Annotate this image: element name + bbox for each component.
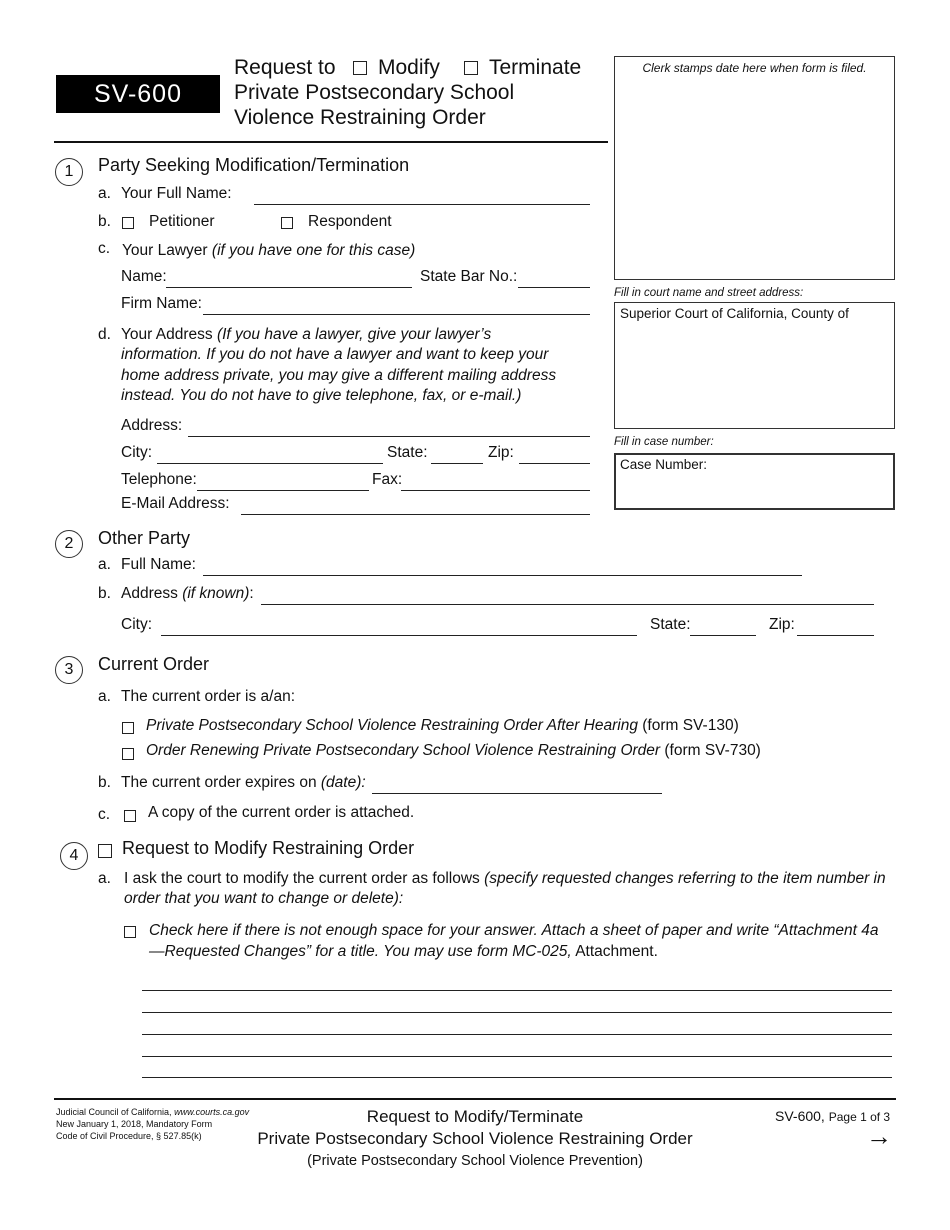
other-state-label: State:: [650, 616, 691, 633]
footer-rule: [54, 1098, 896, 1100]
address-note-3: home address private, you may give a different mailing address: [121, 367, 557, 384]
s1-a-letter: a.: [98, 185, 111, 202]
terminate-checkbox[interactable]: [464, 61, 478, 75]
s2-a-letter: a.: [98, 556, 111, 573]
court-label: Fill in court name and street address:: [614, 287, 804, 299]
order-after-hearing-form: (form SV-130): [642, 717, 739, 734]
state-field[interactable]: [431, 463, 483, 464]
other-zip-label: Zip:: [769, 616, 795, 633]
lawyer-label-text: Your Lawyer: [122, 242, 208, 259]
modify-instructions-note2: order that you want to change or delete):: [124, 890, 404, 907]
order-renewing-checkbox[interactable]: [122, 748, 134, 760]
order-renewing-text: Order Renewing Private Postsecondary School Violence Restraining Order: [146, 742, 661, 759]
fax-label: Fax:: [372, 471, 403, 488]
court-value: Superior Court of California, County of: [620, 306, 849, 321]
zip-label: Zip:: [488, 444, 514, 461]
other-address-label: [121, 585, 254, 603]
s1-d-letter: d.: [98, 326, 111, 343]
other-address-label-text: Address: [121, 585, 178, 602]
other-city-field[interactable]: [161, 635, 637, 636]
address-note-2: information. If you do not have a lawyer and want to keep your: [121, 346, 549, 363]
telephone-label: Telephone:: [121, 471, 197, 488]
order-after-hearing-label: [146, 717, 739, 735]
other-full-name-field[interactable]: [203, 575, 802, 576]
order-renewing-label: [146, 742, 761, 760]
s1-b-letter: b.: [98, 213, 111, 230]
answer-line-5[interactable]: [142, 1077, 892, 1078]
header-rule: [54, 141, 608, 143]
s4-a-letter: a.: [98, 870, 111, 887]
request-modify-checkbox[interactable]: [98, 844, 112, 858]
modify-instructions-1: [124, 870, 886, 888]
footer-title-2: Private Postsecondary School Violence Restraining Order: [257, 1129, 693, 1148]
petitioner-label: Petitioner: [149, 213, 215, 230]
title-line2: Private Postsecondary School: [234, 81, 515, 104]
expires-label-text: The current order expires on: [121, 774, 317, 791]
address-note-1: (If you have a lawyer, give your lawyer’s: [216, 326, 492, 343]
address-label-text: Your Address: [121, 326, 213, 343]
more-space-note2-text: —Requested Changes” for a title. You may use form MC-025,: [149, 943, 572, 960]
section2-number: 2: [55, 530, 83, 558]
fax-field[interactable]: [401, 490, 590, 491]
full-name-field[interactable]: [254, 204, 590, 205]
zip-field[interactable]: [519, 463, 590, 464]
other-address-field[interactable]: [261, 604, 874, 605]
firm-name-field[interactable]: [203, 314, 590, 315]
order-after-hearing-text: Private Postsecondary School Violence Restraining Order After Hearing: [146, 717, 638, 734]
terminate-label: Terminate: [489, 56, 582, 79]
footer-title-block: [210, 1106, 740, 1172]
section3-title: Current Order: [98, 654, 210, 674]
case-value: Case Number:: [620, 457, 708, 472]
footer-code: Code of Civil Procedure, § 527.85(k): [56, 1131, 202, 1141]
answer-line-2[interactable]: [142, 1012, 892, 1013]
modify-checkbox[interactable]: [353, 61, 367, 75]
footer-title-3: (Private Postsecondary School Violence Prevention): [307, 1153, 643, 1169]
case-label: Fill in case number:: [614, 436, 714, 448]
respondent-label: Respondent: [308, 213, 392, 230]
footer-website: www.courts.ca.gov: [174, 1107, 250, 1117]
other-address-colon: :: [249, 585, 254, 602]
full-name-label: Your Full Name:: [121, 185, 232, 202]
next-page-arrow-icon[interactable]: →: [866, 1121, 892, 1151]
state-bar-label: State Bar No.:: [420, 268, 518, 285]
answer-line-4[interactable]: [142, 1056, 892, 1057]
s3-b-letter: b.: [98, 774, 111, 791]
city-label: City:: [121, 444, 152, 461]
footer-date: New January 1, 2018, Mandatory Form: [56, 1119, 213, 1129]
expires-note: (date):: [320, 774, 366, 791]
clerk-stamp-label: Clerk stamps date here when form is filed.: [642, 61, 867, 75]
address-note-4: instead. You do not have to give telephone, fax, or e-mail.): [121, 387, 522, 404]
modify-label: Modify: [378, 56, 440, 79]
s2-b-letter: b.: [98, 585, 111, 602]
answer-line-3[interactable]: [142, 1034, 892, 1035]
answer-line-1[interactable]: [142, 990, 892, 991]
more-space-note1: Check here if there is not enough space for your answer. Attach a sheet of paper and write “Attachment 4a: [149, 922, 879, 939]
lawyer-note: (if you have one for this case): [211, 242, 416, 259]
modify-instructions-text: I ask the court to modify the current order as follows: [124, 870, 480, 887]
more-space-note2: [149, 943, 658, 961]
footer-title-1: Request to Modify/Terminate: [366, 1107, 584, 1126]
footer-council-text: Judicial Council of California,: [56, 1107, 172, 1117]
s1-c-letter: c.: [98, 240, 111, 257]
order-after-hearing-checkbox[interactable]: [122, 722, 134, 734]
state-label: State:: [387, 444, 428, 461]
section3-number: 3: [55, 656, 83, 684]
order-renewing-form: (form SV-730): [664, 742, 761, 759]
section1-title: Party Seeking Modification/Termination: [98, 155, 410, 175]
modify-instructions-note1: (specify requested changes referring to the item number in: [484, 870, 886, 887]
other-full-name-label: Full Name:: [121, 556, 196, 573]
city-field[interactable]: [157, 463, 383, 464]
attachment-word: Attachment.: [575, 943, 658, 960]
other-zip-field[interactable]: [797, 635, 874, 636]
email-field[interactable]: [241, 514, 590, 515]
expires-label: [121, 774, 366, 792]
clerk-stamp-box: [614, 56, 895, 280]
footer-page: Page 1 of 3: [828, 1110, 891, 1124]
address-instructions-1: [121, 326, 491, 344]
expires-date-field[interactable]: [372, 793, 662, 794]
address-field[interactable]: [188, 436, 590, 437]
footer-form-id: SV-600,: [775, 1108, 825, 1124]
section4-number: 4: [60, 842, 88, 870]
title-line3: Violence Restraining Order: [234, 106, 486, 129]
case-box[interactable]: [614, 453, 895, 510]
more-space-checkbox[interactable]: [124, 926, 136, 938]
title-prefix: Request to: [234, 56, 336, 79]
lawyer-name-field[interactable]: [166, 287, 412, 288]
copy-attached-label: A copy of the current order is attached.: [148, 804, 415, 821]
petitioner-checkbox[interactable]: [122, 217, 134, 229]
s3-a-letter: a.: [98, 688, 111, 705]
s3-c-letter: c.: [98, 806, 111, 823]
firm-name-label: Firm Name:: [121, 295, 202, 312]
form-id-badge: [56, 75, 220, 113]
copy-attached-checkbox[interactable]: [124, 810, 136, 822]
form-id: SV-600: [93, 80, 182, 108]
lawyer-label: [122, 242, 415, 260]
lawyer-name-label: Name:: [121, 268, 167, 285]
other-city-label: City:: [121, 616, 152, 633]
other-state-field[interactable]: [690, 635, 756, 636]
respondent-checkbox[interactable]: [281, 217, 293, 229]
state-bar-field[interactable]: [518, 287, 590, 288]
other-address-note: (if known): [182, 585, 250, 602]
email-label: E-Mail Address:: [121, 495, 230, 512]
court-box[interactable]: [614, 302, 895, 429]
section1-number: 1: [55, 158, 83, 186]
address-label: Address:: [121, 417, 183, 434]
current-order-label: The current order is a/an:: [121, 688, 296, 705]
telephone-field[interactable]: [197, 490, 369, 491]
section4-title: Request to Modify Restraining Order: [122, 838, 415, 858]
section2-title: Other Party: [98, 528, 191, 548]
